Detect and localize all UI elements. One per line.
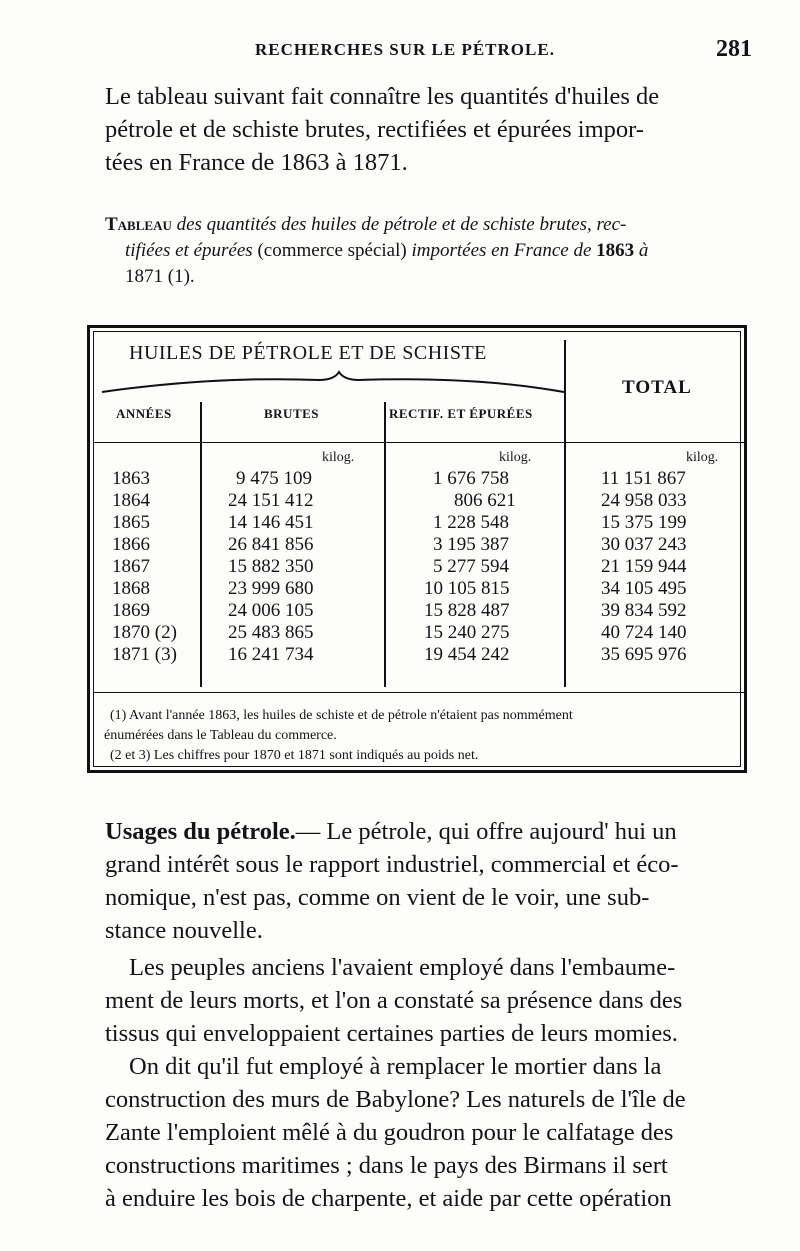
cell-total: 35 695 976: [601, 644, 687, 665]
cell-year: 1868: [112, 578, 150, 599]
total-header: TOTAL: [622, 377, 692, 398]
table-row: [94, 600, 746, 622]
table-row: [94, 622, 746, 644]
table-row: [94, 578, 746, 600]
body-line: On dit qu'il fut employé à remplacer le mortier dans la: [129, 1053, 662, 1080]
cell-year: 1864: [112, 490, 150, 511]
cell-year: 1863: [112, 468, 150, 489]
body-line: ment de leurs morts, et l'on a constaté sa présence dans des: [105, 987, 683, 1014]
cell-rectif: 1 676 758: [433, 468, 509, 489]
cell-rectif: 1 228 548: [433, 512, 509, 533]
body-line: grand intérêt sous le rapport industriel, commercial et éco-: [105, 851, 679, 878]
table-row: [94, 512, 746, 534]
intro-line: Le tableau suivant fait connaître les quantités d'huiles de: [105, 83, 660, 110]
cell-brutes: 23 999 680: [228, 578, 314, 599]
unit-label: kilog.: [686, 450, 719, 465]
footnote-rule: [94, 692, 746, 693]
body-line: stance nouvelle.: [105, 917, 263, 944]
cell-total: 21 159 944: [601, 556, 687, 577]
cell-total: 30 037 243: [601, 534, 687, 555]
unit-label: kilog.: [499, 450, 532, 465]
table-row: [94, 556, 746, 578]
table-row: [94, 468, 746, 490]
footnote-line: (1) Avant l'année 1863, les huiles de schiste et de pétrole n'étaient pas nommément: [110, 708, 573, 723]
cell-rectif: 19 454 242: [424, 644, 510, 665]
unit-label: kilog.: [322, 450, 355, 465]
cell-total: 40 724 140: [601, 622, 687, 643]
body-line: Les peuples anciens l'avaient employé dans l'embaume-: [129, 954, 676, 981]
body-line: Zante l'emploient mêlé à du goudron pour le calfatage des: [105, 1119, 674, 1146]
caption-text: des quantités des huiles de pétrole et de schiste brutes, rec-: [171, 214, 627, 235]
import-table: [87, 325, 747, 773]
cell-total: 39 834 592: [601, 600, 687, 621]
cell-year: 1866: [112, 534, 150, 555]
table-row: [94, 644, 746, 666]
cell-year: 1867: [112, 556, 150, 577]
cell-rectif: 5 277 594: [433, 556, 509, 577]
cell-rectif: 15 240 275: [424, 622, 510, 643]
cell-year: 1869: [112, 600, 150, 621]
running-title: RECHERCHES SUR LE PÉTROLE.: [255, 40, 555, 59]
cell-total: 34 105 495: [601, 578, 687, 599]
caption-lead: Tableau: [105, 214, 172, 235]
body-line: tissus qui enveloppaient certaines parties de leurs momies.: [105, 1020, 678, 1047]
footnote-line: (2 et 3) Les chiffres pour 1870 et 1871 sont indiqués au poids net.: [110, 748, 479, 763]
cell-brutes: 25 483 865: [228, 622, 314, 643]
cell-rectif: 10 105 815: [424, 578, 510, 599]
caption-text: importées en France de: [411, 240, 592, 261]
cell-rectif: 806 621: [454, 490, 516, 511]
cell-total: 11 151 867: [601, 468, 686, 489]
header-rule: [94, 442, 746, 443]
group-header: HUILES DE PÉTROLE ET DE SCHISTE: [129, 342, 487, 364]
page-number: 281: [716, 36, 752, 62]
caption-text: tifiées et épurées: [125, 240, 253, 261]
caption-text: 1871 (1).: [125, 266, 195, 287]
cell-brutes: 9 475 109: [236, 468, 312, 489]
table-row: [94, 534, 746, 556]
col-header-years: ANNÉES: [116, 406, 172, 421]
col-header-brutes: BRUTES: [264, 406, 320, 421]
cell-brutes: 26 841 856: [228, 534, 314, 555]
caption-text: 1863: [591, 240, 639, 261]
body-line: à enduire les bois de charpente, et aide par cette opération: [105, 1185, 672, 1212]
section-heading: Usages du pétrole.: [105, 818, 296, 845]
body-line: nomique, n'est pas, comme on vient de le voir, une sub-: [105, 884, 650, 911]
cell-year: 1870 (2): [112, 622, 177, 643]
table-footnote: [104, 706, 744, 766]
usages-paragraph: [105, 815, 751, 947]
cell-rectif: 3 195 387: [433, 534, 509, 555]
table-row: [94, 490, 746, 512]
cell-year: 1865: [112, 512, 150, 533]
col-header-rectif: RECTIF. ET ÉPURÉES: [389, 406, 533, 421]
page-header: [100, 36, 760, 70]
intro-line: tées en France de 1863 à 1871.: [105, 149, 408, 176]
babylon-paragraph: [105, 1050, 751, 1215]
group-brace: [94, 368, 569, 398]
cell-rectif: 15 828 487: [424, 600, 510, 621]
caption-text: (commerce spécial): [252, 240, 412, 261]
cell-brutes: 16 241 734: [228, 644, 314, 665]
cell-brutes: 24 151 412: [228, 490, 314, 511]
ancient-paragraph: [105, 951, 751, 1050]
cell-total: 24 958 033: [601, 490, 687, 511]
intro-paragraph: [105, 80, 751, 179]
cell-total: 15 375 199: [601, 512, 687, 533]
intro-line: pétrole et de schiste brutes, rectifiées et épurées impor-: [105, 116, 644, 143]
footnote-line: énumérées dans le Tableau du commerce.: [104, 728, 337, 743]
body-line: construction des murs de Babylone? Les naturels de l'île de: [105, 1086, 686, 1113]
body-line: constructions maritimes ; dans le pays des Birmans il sert: [105, 1152, 668, 1179]
table-inner-frame: [93, 331, 741, 767]
caption-text: à: [638, 240, 649, 261]
cell-year: 1871 (3): [112, 644, 177, 665]
cell-brutes: 14 146 451: [228, 512, 314, 533]
cell-brutes: 24 006 105: [228, 600, 314, 621]
body-line: Le pétrole, qui offre aujourd' hui un: [326, 818, 677, 845]
cell-brutes: 15 882 350: [228, 556, 314, 577]
table-caption: [105, 212, 751, 290]
heading-dash: —: [295, 818, 327, 845]
